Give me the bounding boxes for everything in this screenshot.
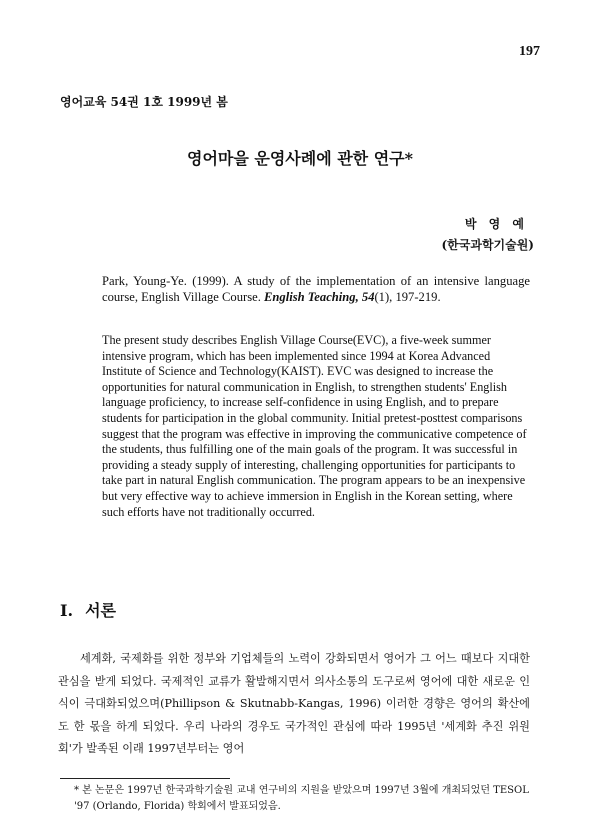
body-paragraph: 세계화, 국제화를 위한 정부와 기업체들의 노력이 강화되면서 영어가 그 어느 때보다 지대한 관심을 받게 되었다. 국제적인 교류가 활발해지면서 의사소통의 도구로써 영어에 대한 새로운 인식이 극대화되었으며(Phillipson & Skutnabb-Kangas, 1996) 이러한 경향은 영어의 확산에도 한 몫을 하게 되었다. 우리 나라의 경우도 국가적인 관심에 따라 1995년 '세계화 추진 위원회'가 발족된 이래 1997년부터는 영어 xyxy=(58,652,530,755)
section-number: I. xyxy=(60,601,74,620)
footnote-divider xyxy=(60,778,230,779)
footnote: * 본 논문은 1997년 한국과학기술원 교내 연구비의 지원을 받았으며 1997년 3월에 개최되었던 TESOL '97 (Orlando, Florida) 학회에서 발표되었음. xyxy=(74,785,529,812)
author-name: 박 영 예 xyxy=(464,217,528,231)
citation-issue-pages: (1), 197-219. xyxy=(374,290,441,305)
citation-prefix: Park, Young-Ye. (1999). A study of the implementation of an intensive language course, English Village Course. xyxy=(102,274,530,305)
citation-volume: 54 xyxy=(361,290,375,305)
page-number: 197 xyxy=(519,44,540,59)
section-heading xyxy=(60,598,116,621)
paper-title: 영어마을 운영사례에 관한 연구* xyxy=(186,149,413,168)
abstract: The present study describes English Village Course(EVC), a five-week summer intensive program, which has been implemented since 1994 at Korea Advanced Institute of Science and Technology(KAIST). EVC was designed to increase the opportunities for natural communication in English, to strengthen students' English language proficiency, to increase self-confidence in using English, and to prepare students for participation in the global community. Initial pretest-posttest comparisons suggest that the program was effective in improving the communicative competence of the students, thus fulfilling one of the main goals of the program. It was successful in providing a steady supply of interesting, challenging opportunities for participants to take part in natural English communication. The program appears to be an inexpensive but very effective way to achieve immersion in English in the Korean setting, where such efforts have not traditionally occurred. xyxy=(102,333,527,519)
author-affiliation: (한국과학기술원) xyxy=(441,238,534,252)
citation-journal: English Teaching, xyxy=(264,290,359,305)
section-title: 서론 xyxy=(85,601,116,620)
journal-info: 영어교육 54권 1호 1999년 봄 xyxy=(60,95,228,109)
citation xyxy=(102,273,530,306)
